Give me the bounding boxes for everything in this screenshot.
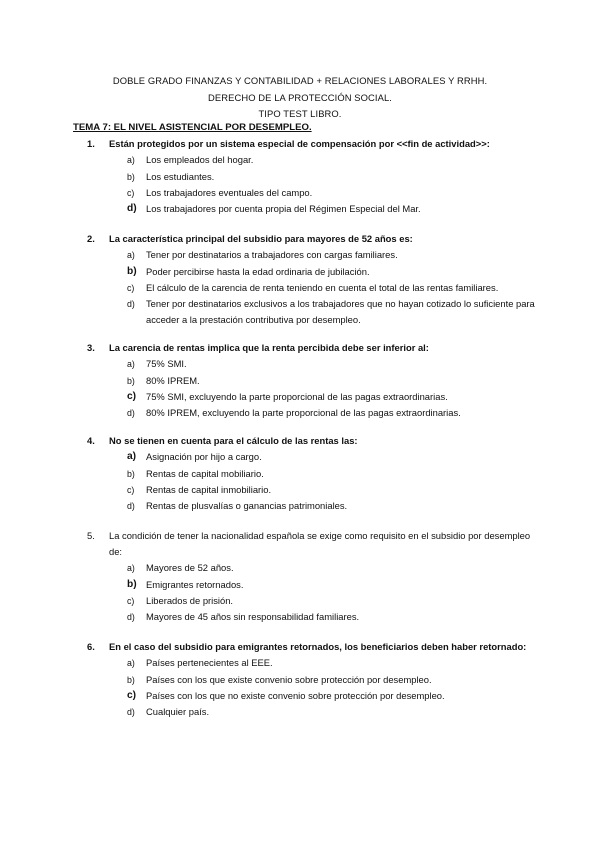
question-1 — [87, 136, 537, 217]
option-letter: d) — [127, 612, 135, 623]
option-text: Liberados de prisión. — [146, 595, 234, 606]
option-letter: d) — [127, 203, 137, 215]
option-a — [127, 655, 537, 671]
option-c — [127, 593, 537, 609]
option-d — [127, 609, 537, 625]
option-letter: a) — [127, 250, 135, 261]
option-text: Los trabajadores eventuales del campo. — [146, 186, 313, 198]
question-number: 1. — [87, 138, 95, 149]
option-a — [127, 356, 537, 372]
option-c — [127, 280, 537, 296]
question-text: No se tienen en cuenta para el cálculo de las rentas las: — [109, 435, 358, 446]
option-text: Rentas de plusvalías o ganancias patrimoniales. — [146, 500, 348, 512]
question-text: La condición de tener la nacionalidad española se exige como requisito en el subsidio por desempleo de: — [109, 530, 531, 558]
option-letter: a) — [127, 451, 137, 463]
option-letter: b) — [127, 375, 135, 386]
option-letter: d) — [127, 299, 135, 310]
option-c — [127, 482, 537, 498]
option-d — [127, 201, 537, 217]
option-text: 75% SMI, excluyendo la parte proporcional de las pagas extraordinarias. — [146, 390, 448, 402]
option-b — [127, 264, 537, 280]
option-c — [127, 185, 537, 201]
option-text: Mayores de 52 años. — [146, 562, 234, 574]
option-a — [127, 449, 537, 465]
option-letter: b) — [127, 674, 135, 685]
option-a — [127, 152, 537, 168]
option-letter: d) — [127, 408, 135, 419]
tema-title: TEMA 7: EL NIVEL ASISTENCIAL POR DESEMPLEO. — [73, 122, 312, 133]
options-list — [127, 356, 537, 421]
option-text: Rentas de capital inmobiliario. — [146, 483, 272, 495]
option-text: Países con los que no existe convenio sobre protección por desempleo. — [146, 689, 445, 701]
document-header — [0, 73, 600, 123]
header-line-degree: DOBLE GRADO FINANZAS Y CONTABILIDAD + RELACIONES LABORALES Y RRHH. — [112, 75, 488, 86]
options-list — [127, 655, 537, 720]
option-d — [127, 405, 537, 421]
options-list — [127, 449, 537, 514]
option-text: El cálculo de la carencia de renta teniendo en cuenta el total de las rentas familiares. — [146, 281, 499, 293]
question-number: 6. — [87, 641, 95, 652]
question-number: 4. — [87, 435, 95, 446]
question-number: 3. — [87, 342, 95, 353]
option-text: Poder percibirse hasta la edad ordinaria de jubilación. — [146, 265, 370, 277]
option-text: Mayores de 45 años sin responsabilidad familiares. — [146, 611, 360, 623]
option-text: Los trabajadores por cuenta propia del Régimen Especial del Mar. — [146, 203, 421, 215]
option-letter: c) — [127, 187, 135, 198]
options-list — [127, 247, 537, 328]
option-letter: b) — [127, 578, 137, 590]
option-b — [127, 672, 537, 688]
question-4 — [87, 433, 537, 514]
option-letter: d) — [127, 501, 135, 512]
option-b — [127, 373, 537, 389]
option-text: Rentas de capital mobiliario. — [146, 467, 264, 479]
option-a — [127, 247, 537, 263]
option-letter: c) — [127, 689, 137, 701]
option-b — [127, 169, 537, 185]
option-d — [127, 498, 537, 514]
option-d — [127, 704, 537, 720]
option-text: Cualquier país. — [146, 706, 210, 718]
question-text: En el caso del subsidio para emigrantes retornados, los beneficiarios deben haber retornado: — [109, 641, 527, 652]
option-text: Los estudiantes. — [146, 170, 215, 182]
option-letter: a) — [127, 563, 135, 574]
question-text: La característica principal del subsidio para mayores de 52 años es: — [109, 233, 413, 244]
option-text: Países pertenecientes al EEE. — [146, 657, 273, 669]
option-d — [127, 296, 537, 329]
header-line-type: TIPO TEST LIBRO. — [258, 108, 342, 119]
option-text: 80% IPREM. — [146, 374, 200, 386]
option-letter: a) — [127, 155, 135, 166]
option-text: Los empleados del hogar. — [146, 154, 254, 166]
option-a — [127, 560, 537, 576]
option-text: Tener por destinatarios a trabajadores con cargas familiares. — [146, 249, 398, 261]
options-list — [127, 152, 537, 217]
question-3 — [87, 340, 537, 421]
question-6 — [87, 639, 537, 720]
option-b — [127, 466, 537, 482]
question-5 — [87, 528, 537, 626]
question-text: La carencia de rentas implica que la renta percibida debe ser inferior al: — [109, 342, 429, 353]
option-text: Tener por destinatarios exclusivos a los trabajadores que no hayan cotizado lo suficiente para acceder a la prestación contributiva por desempleo. — [146, 298, 535, 326]
option-letter: c) — [127, 390, 137, 402]
question-text: Están protegidos por un sistema especial de compensación por <<fin de actividad>>: — [109, 138, 490, 149]
option-text: 75% SMI. — [146, 358, 187, 370]
option-letter: c) — [127, 596, 135, 606]
option-letter: a) — [127, 359, 135, 370]
option-letter: b) — [127, 265, 137, 277]
option-text: 80% IPREM, excluyendo la parte proporcional de las pagas extraordinarias. — [146, 407, 461, 419]
option-text: Asignación por hijo a cargo. — [146, 451, 262, 463]
option-letter: b) — [127, 468, 135, 479]
options-list — [127, 560, 537, 625]
option-letter: c) — [127, 484, 135, 495]
option-b — [127, 577, 537, 593]
option-letter: d) — [127, 707, 135, 718]
question-2 — [87, 231, 537, 329]
option-c — [127, 688, 537, 704]
option-letter: b) — [127, 171, 135, 182]
option-text: Países con los que existe convenio sobre protección por desempleo. — [146, 673, 432, 685]
option-letter: c) — [127, 282, 135, 293]
option-c — [127, 389, 537, 405]
question-number: 2. — [87, 233, 95, 244]
option-letter: a) — [127, 658, 135, 669]
header-line-subject: DERECHO DE LA PROTECCIÓN SOCIAL. — [208, 91, 392, 103]
option-text: Emigrantes retornados. — [146, 578, 244, 590]
question-number: 5. — [87, 530, 95, 541]
